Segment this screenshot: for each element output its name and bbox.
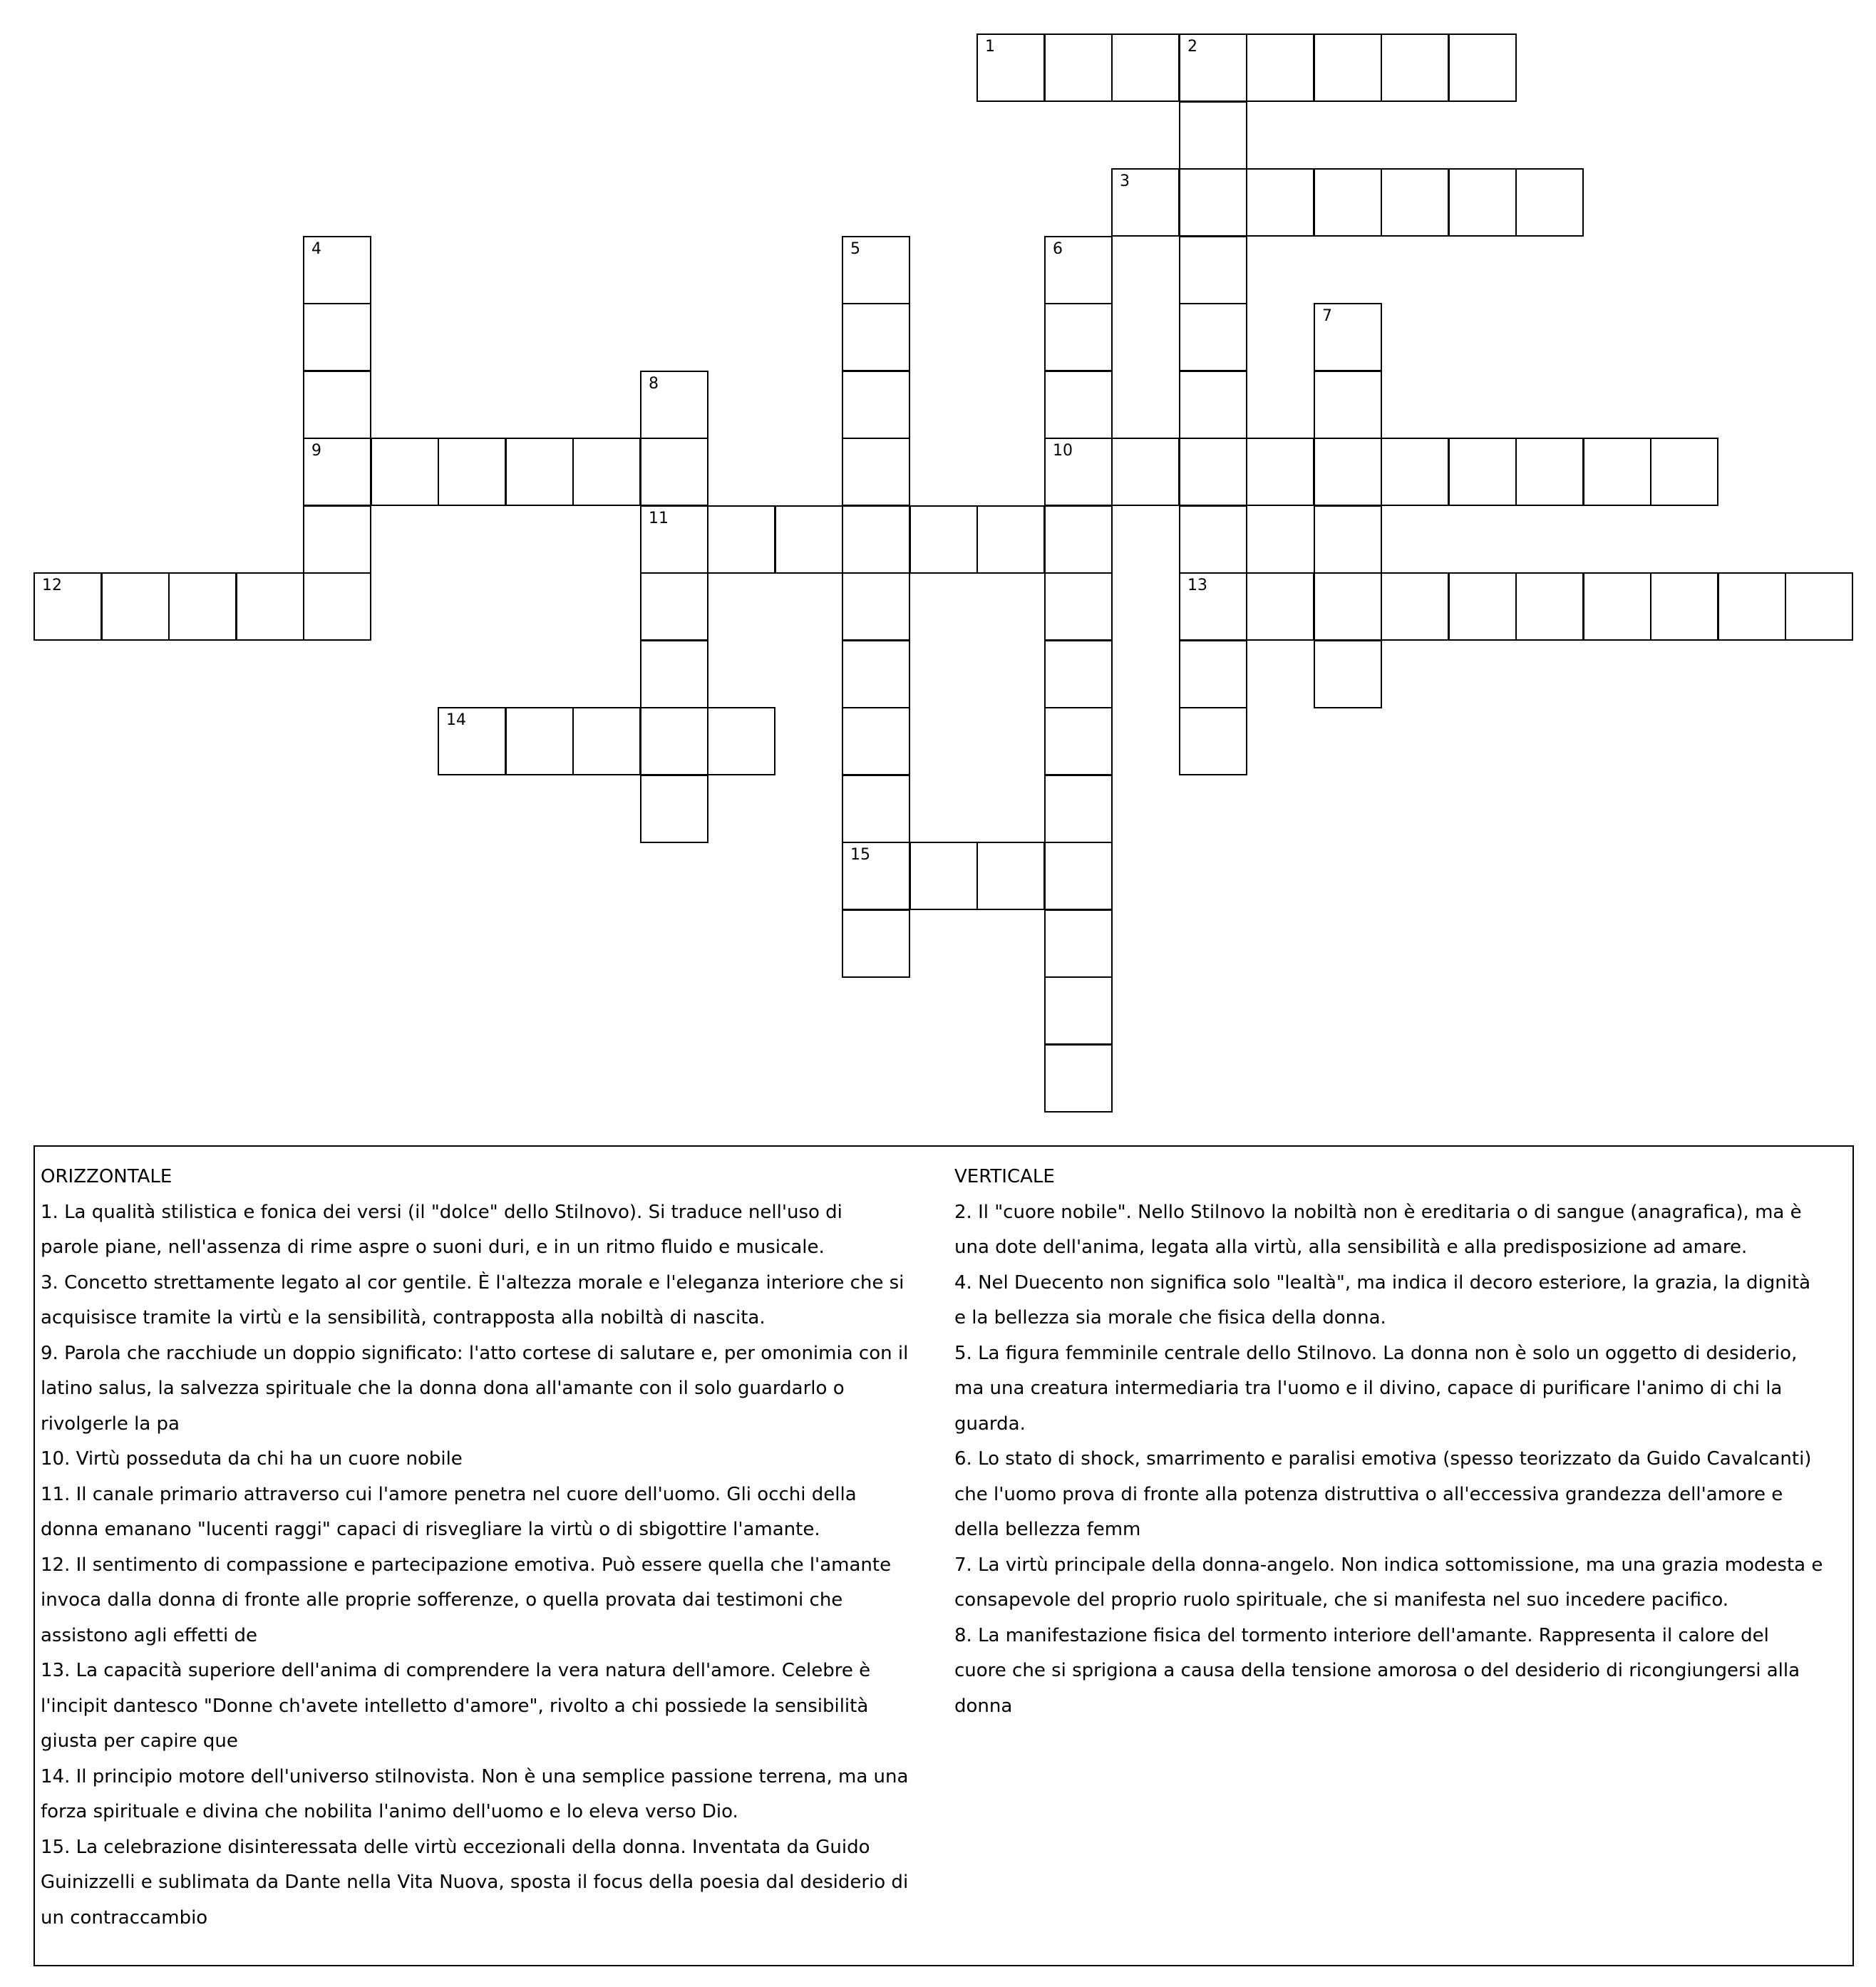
clue-line: 1. La qualità stilistica e fonica dei versi (il "dolce" dello Stilnovo). Si traduce nell'uso di: [41, 1201, 842, 1223]
grid-cell[interactable]: [1044, 775, 1113, 843]
grid-cell[interactable]: [1650, 438, 1718, 506]
grid-cell[interactable]: [707, 505, 775, 574]
grid-cell[interactable]: [1179, 505, 1247, 574]
across-heading: ORIZZONTALE: [41, 1166, 172, 1187]
clue-line: guarda.: [954, 1413, 1026, 1435]
grid-cell[interactable]: [236, 572, 304, 641]
grid-cell[interactable]: [1111, 168, 1180, 237]
grid-cell[interactable]: [1246, 168, 1314, 237]
clue-line: latino salus, la salvezza spirituale che la donna dona all'amante con il solo guardarlo o: [41, 1378, 845, 1399]
clue-line: l'incipit dantesco "Donne ch'avete intelletto d'amore", rivolto a chi possiede la sensibilità: [41, 1695, 869, 1717]
clue-line: 8. La manifestazione fisica del tormento interiore dell'amante. Rappresenta il calore del: [954, 1624, 1769, 1646]
grid-cell[interactable]: [1246, 572, 1314, 641]
clue-line: 11. Il canale primario attraverso cui l'amore penetra nel cuore dell'uomo. Gli occhi della: [41, 1483, 857, 1505]
clue-number: 3: [1120, 172, 1130, 190]
grid-cell[interactable]: [168, 572, 237, 641]
across-clue-list: [41, 1195, 949, 1936]
grid-cell[interactable]: [303, 505, 371, 574]
grid-cell[interactable]: [1448, 33, 1517, 102]
grid-cell[interactable]: [1381, 572, 1449, 641]
grid-cell[interactable]: [640, 775, 708, 843]
grid-cell[interactable]: [909, 505, 978, 574]
clue-number: 15: [850, 846, 870, 864]
down-clues: [954, 1160, 1849, 1724]
clue-line: donna emanano "lucenti raggi" capaci di risvegliare la virtù o di sbigottire l'amante.: [41, 1519, 820, 1540]
grid-cell[interactable]: [1179, 168, 1247, 237]
grid-cell[interactable]: [1718, 572, 1786, 641]
grid-cell[interactable]: [842, 371, 910, 439]
clue-line: Guinizzelli e sublimata da Dante nella Vita Nuova, sposta il focus della poesia dal desiderio di: [41, 1872, 909, 1893]
grid-cell[interactable]: [707, 707, 775, 775]
grid-cell[interactable]: [1448, 168, 1517, 237]
grid-cell[interactable]: [1314, 505, 1382, 574]
grid-cell[interactable]: [1314, 640, 1382, 708]
grid-cell[interactable]: [1381, 33, 1449, 102]
grid-cell[interactable]: [1246, 33, 1314, 102]
clue-number: 5: [850, 240, 860, 258]
grid-cell[interactable]: [505, 707, 574, 775]
grid-cell[interactable]: [1044, 976, 1113, 1045]
across-clues: [41, 1160, 949, 1936]
clue-number: 8: [649, 375, 659, 393]
clue-number: 1: [985, 38, 995, 56]
clue-number: 7: [1322, 307, 1332, 325]
grid-cell[interactable]: [101, 572, 170, 641]
grid-cell[interactable]: [842, 775, 910, 843]
grid-cell[interactable]: [976, 33, 1045, 102]
grid-cell[interactable]: [1179, 438, 1247, 506]
clue-line: 4. Nel Duecento non significa solo "lealtà", ma indica il decoro esteriore, la grazia, la dignità: [954, 1271, 1811, 1294]
clue-line: una dote dell'anima, legata alla virtù, alla sensibilità e alla predisposizione ad amare.: [954, 1237, 1748, 1258]
grid-cell[interactable]: [1246, 438, 1314, 506]
clue-line: 15. La celebrazione disinteressata delle virtù eccezionali della donna. Inventata da Guido: [41, 1836, 870, 1858]
grid-cell[interactable]: [640, 438, 708, 506]
grid-cell[interactable]: [1044, 371, 1113, 439]
grid-cell[interactable]: [976, 505, 1045, 574]
clue-line: che l'uomo prova di fronte alla potenza distruttiva o all'eccessiva grandezza dell'amore e: [954, 1483, 1783, 1505]
clue-line: 2. Il "cuore nobile". Nello Stilnovo la nobiltà non è ereditaria o di sangue (anagrafica), ma è: [954, 1201, 1802, 1223]
grid-cell[interactable]: [505, 438, 574, 506]
grid-cell[interactable]: [976, 842, 1045, 910]
clue-line: un contraccambio: [41, 1906, 208, 1929]
grid-cell[interactable]: [909, 842, 978, 910]
down-clue-list: [954, 1195, 1849, 1725]
grid-cell[interactable]: [1381, 438, 1449, 506]
grid-cell[interactable]: [640, 640, 708, 708]
grid-cell[interactable]: [640, 572, 708, 641]
grid-cell[interactable]: [1381, 168, 1449, 237]
grid-cell[interactable]: [1785, 572, 1853, 641]
grid-cell[interactable]: [640, 505, 708, 574]
grid-cell[interactable]: [1314, 168, 1382, 237]
down-heading: VERTICALE: [954, 1166, 1055, 1187]
grid-cell[interactable]: [842, 842, 910, 910]
clue-number: 13: [1187, 577, 1207, 594]
grid-cell[interactable]: [1179, 303, 1247, 371]
clue-number: 6: [1053, 240, 1063, 258]
grid-cell[interactable]: [1314, 303, 1382, 371]
grid-cell[interactable]: [1515, 438, 1584, 506]
clue-number: 4: [311, 240, 321, 258]
grid-cell[interactable]: [1515, 168, 1584, 237]
grid-cell[interactable]: [34, 572, 102, 641]
grid-cell[interactable]: [1044, 236, 1113, 304]
clue-number: 14: [446, 711, 466, 729]
grid-cell[interactable]: [1179, 572, 1247, 641]
clue-number: 12: [42, 577, 62, 594]
clue-number: 11: [649, 510, 669, 527]
grid-cell[interactable]: [1044, 909, 1113, 978]
grid-cell[interactable]: [842, 236, 910, 304]
clues-box: [34, 1145, 1854, 1966]
clue-number: 2: [1187, 38, 1197, 56]
clue-line: cuore che si sprigiona a causa della tensione amorosa o del desiderio di ricongiungersi alla: [954, 1660, 1800, 1681]
grid-cell[interactable]: [303, 572, 371, 641]
grid-cell[interactable]: [1044, 303, 1113, 371]
clue-line: invoca dalla donna di fronte alle proprie sofferenze, o quella provata dai testimoni che: [41, 1589, 843, 1611]
clue-line: 10. Virtù posseduta da chi ha un cuore nobile: [41, 1448, 463, 1470]
grid-cell[interactable]: [1044, 438, 1113, 506]
grid-cell[interactable]: [303, 303, 371, 371]
grid-cell[interactable]: [1179, 640, 1247, 708]
clue-line: parole piane, nell'assenza di rime aspre o suoni duri, e in un ritmo fluido e musicale.: [41, 1237, 825, 1258]
grid-cell[interactable]: [775, 505, 843, 574]
grid-cell[interactable]: [1515, 572, 1584, 641]
grid-cell[interactable]: [1044, 707, 1113, 775]
grid-cell[interactable]: [438, 438, 506, 506]
grid-cell[interactable]: [572, 707, 641, 775]
grid-cell[interactable]: [1314, 33, 1382, 102]
clue-line: giusta per capire que: [41, 1730, 238, 1752]
clue-line: consapevole del proprio ruolo spirituale, che si manifesta nel suo incedere pacifico.: [954, 1589, 1729, 1611]
clue-number: 9: [311, 442, 321, 460]
clue-line: 6. Lo stato di shock, smarrimento e paralisi emotiva (spesso teorizzato da Guido Cavalcanti): [954, 1448, 1812, 1470]
grid-cell[interactable]: [1044, 640, 1113, 708]
grid-cell[interactable]: [842, 438, 910, 506]
grid-cell[interactable]: [1044, 1044, 1113, 1113]
clue-line: 12. Il sentimento di compassione e partecipazione emotiva. Può essere quella che l'amante: [41, 1554, 892, 1576]
grid-cell[interactable]: [1179, 707, 1247, 775]
grid-cell[interactable]: [842, 909, 910, 978]
grid-cell[interactable]: [1583, 572, 1651, 641]
clue-line: 7. La virtù principale della donna-angelo. Non indica sottomissione, ma una grazia modesta e: [954, 1554, 1823, 1576]
grid-cell[interactable]: [1448, 572, 1517, 641]
grid-cell[interactable]: [842, 640, 910, 708]
grid-cell[interactable]: [1314, 572, 1382, 641]
grid-cell[interactable]: [1044, 33, 1113, 102]
grid-cell[interactable]: [842, 303, 910, 371]
grid-cell[interactable]: [1583, 438, 1651, 506]
grid-cell[interactable]: [303, 438, 371, 506]
clue-line: 14. Il principio motore dell'universo stilnovista. Non è una semplice passione terrena, ma una: [41, 1765, 909, 1787]
clue-line: acquisisce tramite la virtù e la sensibilità, contrapposta alla nobiltà di nascita.: [41, 1307, 766, 1328]
grid-cell[interactable]: [303, 236, 371, 304]
grid-cell[interactable]: [303, 371, 371, 439]
grid-cell[interactable]: [1179, 371, 1247, 439]
clue-line: della bellezza femm: [954, 1519, 1141, 1540]
grid-cell[interactable]: [1044, 572, 1113, 641]
clue-line: e la bellezza sia morale che fisica della donna.: [954, 1307, 1386, 1328]
grid-cell[interactable]: [1314, 438, 1382, 506]
clue-line: forza spirituale e divina che nobilita l'animo dell'uomo e lo eleva verso Dio.: [41, 1801, 738, 1822]
clue-line: 9. Parola che racchiude un doppio significato: l'atto cortese di salutare e, per omonimia con il: [41, 1342, 909, 1364]
grid-cell[interactable]: [1044, 842, 1113, 910]
grid-cell[interactable]: [572, 438, 641, 506]
grid-cell[interactable]: [438, 707, 506, 775]
grid-cell[interactable]: [1111, 438, 1180, 506]
grid-cell[interactable]: [842, 707, 910, 775]
grid-cell[interactable]: [842, 572, 910, 641]
clue-number: 10: [1053, 442, 1073, 460]
clue-line: 13. La capacità superiore dell'anima di comprendere la vera natura dell'amore. Celebre è: [41, 1660, 871, 1681]
grid-cell[interactable]: [640, 707, 708, 775]
grid-cell[interactable]: [1650, 572, 1718, 641]
grid-cell[interactable]: [1044, 505, 1113, 574]
grid-cell[interactable]: [1111, 33, 1180, 102]
clue-line: 5. La figura femminile centrale dello Stilnovo. La donna non è solo un oggetto di desiderio,: [954, 1342, 1798, 1364]
grid-cell[interactable]: [1314, 371, 1382, 439]
grid-cell[interactable]: [640, 371, 708, 439]
grid-cell[interactable]: [371, 438, 439, 506]
grid-cell[interactable]: [1179, 101, 1247, 170]
clue-line: donna: [954, 1695, 1013, 1717]
grid-cell[interactable]: [1179, 236, 1247, 304]
clue-line: assistono agli effetti de: [41, 1624, 257, 1646]
grid-cell[interactable]: [1448, 438, 1517, 506]
clue-line: rivolgerle la pa: [41, 1413, 180, 1435]
clue-line: 3. Concetto strettamente legato al cor gentile. È l'altezza morale e l'eleganza interiore che si: [41, 1271, 904, 1294]
grid-cell[interactable]: [1179, 33, 1247, 102]
clue-line: ma una creatura intermediaria tra l'uomo e il divino, capace di purificare l'animo di chi la: [954, 1378, 1783, 1399]
grid-cell[interactable]: [842, 505, 910, 574]
